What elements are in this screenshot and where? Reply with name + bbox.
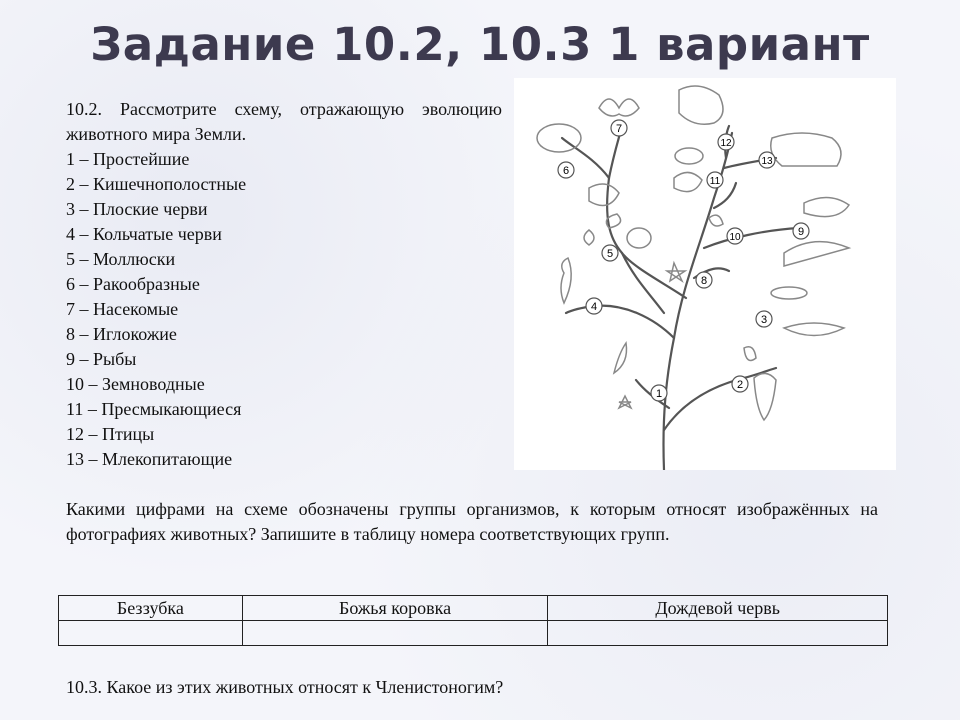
- node-label: 7: [615, 123, 623, 135]
- node-marker: [718, 134, 734, 150]
- evolution-tree-svg: [514, 78, 896, 470]
- node-label: 4: [590, 301, 598, 313]
- group-item: 10 – Земноводные: [66, 374, 205, 394]
- group-item: 11 – Пресмыкающиеся: [66, 399, 242, 419]
- organism-silhouettes: [537, 86, 849, 420]
- node-marker: [602, 245, 618, 261]
- answer-cell[interactable]: [242, 621, 548, 646]
- group-item: 3 – Плоские черви: [66, 199, 208, 219]
- group-item: 8 – Иглокожие: [66, 324, 177, 344]
- table-header-row: [59, 596, 888, 621]
- answer-cell[interactable]: [59, 621, 243, 646]
- node-label: 11: [709, 176, 721, 187]
- group-item: 1 – Простейшие: [66, 149, 190, 169]
- task-question: Какими цифрами на схеме обозначены группы организмов, к которым относят изображённых на фотографиях животных? Запишите в таблицу номера соответствующих групп.: [66, 499, 878, 544]
- node-marker: [558, 162, 574, 178]
- group-item: 13 – Млекопитающие: [66, 449, 233, 469]
- node-label: 9: [797, 226, 805, 238]
- answer-table: [58, 595, 888, 646]
- table-answer-row: [59, 621, 888, 646]
- group-item: 6 – Ракообразные: [66, 274, 200, 294]
- node-label: 13: [761, 156, 773, 167]
- node-marker: [756, 311, 772, 327]
- group-item: 12 – Птицы: [66, 424, 155, 444]
- table-header-cell: Божья коровка: [242, 596, 548, 621]
- task-10-2-legend: [66, 97, 502, 472]
- node-label: 8: [700, 275, 708, 287]
- node-label: 2: [736, 379, 744, 391]
- node-label: 1: [655, 388, 663, 400]
- task-10-3-question: 10.3. Какое из этих животных относят к Членистоногим?: [66, 677, 504, 697]
- node-marker: [727, 228, 743, 244]
- node-label: 10: [729, 232, 741, 243]
- node-label: 5: [606, 248, 614, 260]
- evolution-tree-diagram: [514, 78, 896, 470]
- group-item: 5 – Моллюски: [66, 249, 176, 269]
- page-title: Задание 10.2, 10.3 1 вариант: [90, 18, 870, 71]
- group-item: 4 – Кольчатые черви: [66, 224, 222, 244]
- table-header-cell: Дождевой червь: [548, 596, 888, 621]
- node-marker: [732, 376, 748, 392]
- node-marker: [696, 272, 712, 288]
- node-label: 12: [720, 138, 732, 149]
- node-marker: [586, 298, 602, 314]
- node-marker: [611, 120, 627, 136]
- node-label: 3: [760, 314, 768, 326]
- node-marker: [707, 172, 723, 188]
- node-marker: [651, 385, 667, 401]
- group-item: 9 – Рыбы: [66, 349, 137, 369]
- table-header-cell: Беззубка: [59, 596, 243, 621]
- node-marker: [793, 223, 809, 239]
- group-item: 7 – Насекомые: [66, 299, 179, 319]
- group-item: 2 – Кишечнополостные: [66, 174, 247, 194]
- node-marker: [759, 152, 775, 168]
- node-label: 6: [562, 165, 570, 177]
- task-intro: 10.2. Рассмотрите схему, отражающую эволюцию животного мира Земли.: [66, 99, 502, 144]
- answer-cell[interactable]: [548, 621, 888, 646]
